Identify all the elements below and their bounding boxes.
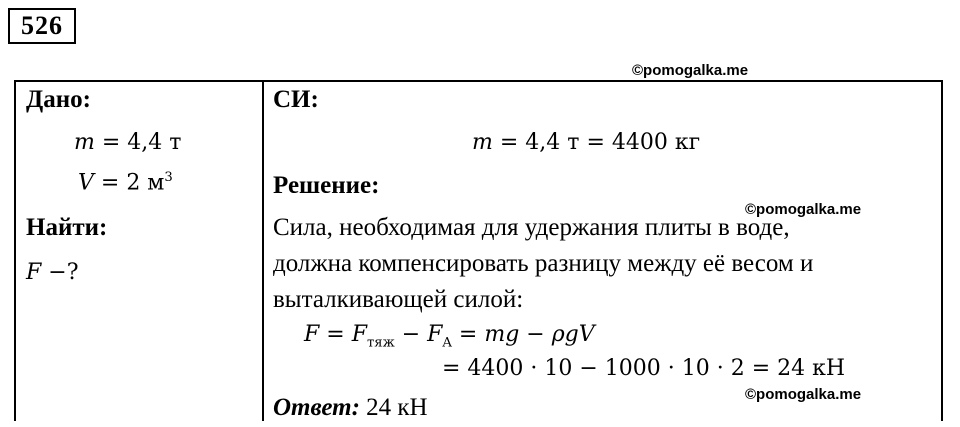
given-volume: V = 2 $м^3$	[78, 170, 173, 196]
given-mass: m = 4,4 т	[74, 130, 182, 155]
column-divider	[262, 80, 264, 421]
solution-header: Решение:	[273, 172, 380, 199]
solution-text-line: должна компенсировать разницу между её весом и	[273, 250, 814, 277]
watermark: ©pomogalka.me	[632, 62, 749, 79]
find-header: Найти:	[26, 214, 108, 241]
formula-line-1: $F = F_{тяж} - F_A$ = mg − ρgV	[304, 322, 595, 351]
watermark: ©pomogalka.me	[745, 201, 862, 218]
si-mass: m = 4,4 т = 4400 кг	[472, 130, 701, 155]
answer-value: 24 кН	[366, 394, 428, 421]
answer-label: Ответ:	[273, 394, 360, 421]
problem-number: 526	[8, 8, 76, 44]
solution-text-line: Сила, необходимая для удержания плиты в воде,	[273, 214, 790, 241]
formula-line-2: = 4400 · 10 − 1000 · 10 · 2 = 24 кН	[442, 356, 846, 381]
answer	[273, 394, 428, 422]
find-value: F −?	[26, 260, 79, 285]
si-header: СИ:	[273, 86, 319, 113]
given-header: Дано:	[26, 86, 91, 113]
watermark: ©pomogalka.me	[745, 386, 862, 403]
solution-text-line: выталкивающей силой:	[273, 286, 524, 313]
